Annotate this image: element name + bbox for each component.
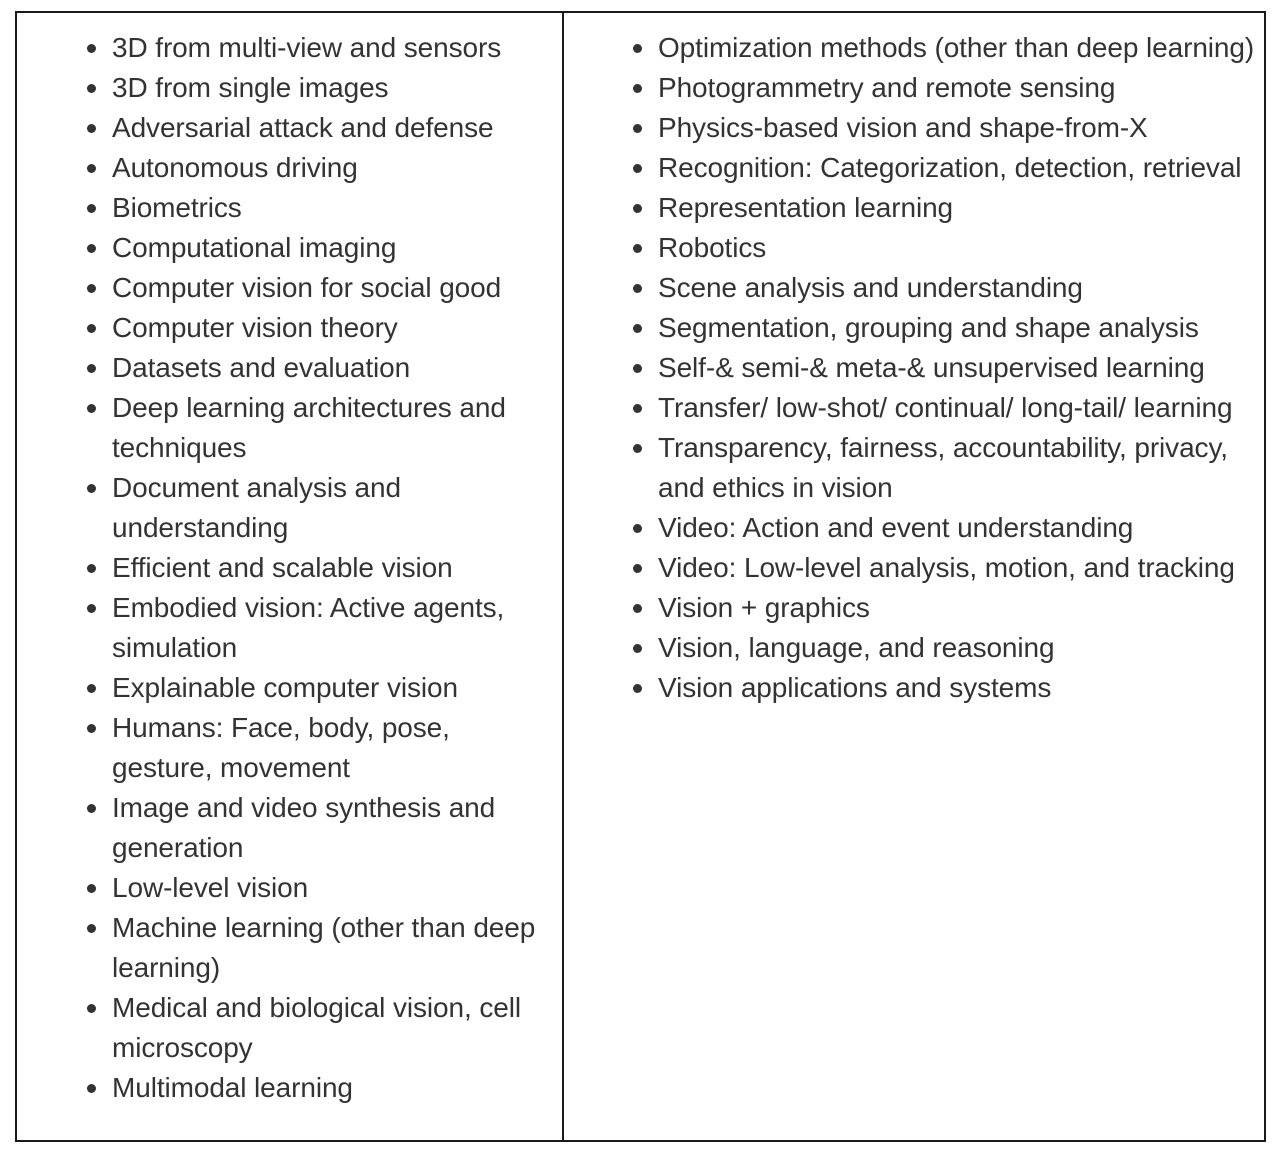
bullet-icon: [87, 204, 96, 213]
list-item: [17, 228, 562, 268]
left-column-cell: [16, 12, 563, 1141]
list-item: [17, 348, 562, 388]
bullet-icon: [87, 124, 96, 133]
list-item: [564, 388, 1264, 428]
topic-label: Deep learning architectures and techniques: [112, 392, 506, 463]
topic-label: 3D from single images: [112, 72, 389, 103]
bullet-icon: [87, 684, 96, 693]
topic-label: Autonomous driving: [112, 152, 358, 183]
bullet-icon: [87, 604, 96, 613]
topic-label: Computational imaging: [112, 232, 397, 263]
topic-label: Computer vision for social good: [112, 272, 502, 303]
list-item: [17, 308, 562, 348]
list-item: [564, 548, 1264, 588]
bullet-icon: [87, 404, 96, 413]
topic-label: Optimization methods (other than deep learning): [658, 32, 1255, 63]
bullet-icon: [633, 244, 642, 253]
topic-label: Physics-based vision and shape-from-X: [658, 112, 1148, 143]
bullet-icon: [633, 44, 642, 53]
bullet-icon: [87, 1004, 96, 1013]
right-column-cell: [563, 12, 1265, 1141]
bullet-icon: [87, 924, 96, 933]
bullet-icon: [633, 164, 642, 173]
list-item: [17, 388, 562, 468]
bullet-icon: [87, 324, 96, 333]
list-item: [17, 668, 562, 708]
topic-label: Vision applications and systems: [658, 672, 1052, 703]
topic-label: Datasets and evaluation: [112, 352, 411, 383]
topics-table: [15, 11, 1266, 1142]
list-item: [17, 68, 562, 108]
topic-label: Low-level vision: [112, 872, 309, 903]
bullet-icon: [633, 564, 642, 573]
bullet-icon: [87, 84, 96, 93]
list-item: [17, 708, 562, 788]
topic-label: Transparency, fairness, accountability, privacy, and ethics in vision: [658, 432, 1228, 503]
topic-label: 3D from multi-view and sensors: [112, 32, 502, 63]
list-item: [17, 468, 562, 548]
bullet-icon: [633, 204, 642, 213]
bullet-icon: [87, 1084, 96, 1093]
list-item: [564, 268, 1264, 308]
bullet-icon: [87, 484, 96, 493]
bullet-icon: [87, 244, 96, 253]
topic-label: Robotics: [658, 232, 767, 263]
bullet-icon: [633, 364, 642, 373]
bullet-icon: [87, 364, 96, 373]
list-item: [564, 628, 1264, 668]
topic-label: Efficient and scalable vision: [112, 552, 453, 583]
topic-label: Recognition: Categorization, detection, retrieval: [658, 152, 1242, 183]
list-item: [17, 908, 562, 988]
bullet-icon: [633, 84, 642, 93]
topic-label: Biometrics: [112, 192, 242, 223]
list-item: [17, 588, 562, 668]
topic-label: Representation learning: [658, 192, 954, 223]
bullet-icon: [87, 884, 96, 893]
list-item: [17, 988, 562, 1068]
bullet-icon: [633, 324, 642, 333]
topic-label: Medical and biological vision, cell microscopy: [112, 992, 521, 1063]
list-item: [17, 28, 562, 68]
topic-label: Scene analysis and understanding: [658, 272, 1083, 303]
list-item: [17, 188, 562, 228]
topic-label: Segmentation, grouping and shape analysis: [658, 312, 1199, 343]
bullet-icon: [633, 644, 642, 653]
bullet-icon: [87, 724, 96, 733]
topic-label: Vision, language, and reasoning: [658, 632, 1055, 663]
topic-label: Video: Action and event understanding: [658, 512, 1134, 543]
list-item: [564, 28, 1264, 68]
list-item: [17, 868, 562, 908]
list-item: [564, 428, 1264, 508]
bullet-icon: [633, 124, 642, 133]
list-item: [564, 588, 1264, 628]
bullet-icon: [633, 404, 642, 413]
list-item: [17, 268, 562, 308]
topic-label: Explainable computer vision: [112, 672, 458, 703]
list-item: [17, 788, 562, 868]
topic-label: Transfer/ low-shot/ continual/ long-tail/ learning: [658, 392, 1233, 423]
topic-label: Computer vision theory: [112, 312, 398, 343]
bullet-icon: [87, 284, 96, 293]
list-item: [564, 228, 1264, 268]
topic-label: Multimodal learning: [112, 1072, 353, 1103]
bullet-icon: [87, 164, 96, 173]
bullet-icon: [87, 44, 96, 53]
topic-label: Embodied vision: Active agents, simulation: [112, 592, 505, 663]
list-item: [564, 508, 1264, 548]
bullet-icon: [633, 284, 642, 293]
bullet-icon: [633, 684, 642, 693]
list-item: [564, 308, 1264, 348]
list-item: [564, 108, 1264, 148]
topic-label: Humans: Face, body, pose, gesture, movement: [112, 712, 450, 783]
topic-label: Machine learning (other than deep learning): [112, 912, 536, 983]
bullet-icon: [633, 604, 642, 613]
bullet-icon: [87, 804, 96, 813]
topic-label: Self-& semi-& meta-& unsupervised learning: [658, 352, 1205, 383]
topic-label: Image and video synthesis and generation: [112, 792, 496, 863]
list-item: [564, 148, 1264, 188]
topic-label: Document analysis and understanding: [112, 472, 401, 543]
list-item: [564, 68, 1264, 108]
bullet-icon: [633, 524, 642, 533]
topic-label: Vision + graphics: [658, 592, 870, 623]
list-item: [564, 668, 1264, 708]
list-item: [17, 1068, 562, 1108]
topic-label: Photogrammetry and remote sensing: [658, 72, 1116, 103]
list-item: [17, 108, 562, 148]
list-item: [564, 188, 1264, 228]
bullet-icon: [87, 564, 96, 573]
list-item: [17, 148, 562, 188]
topic-label: Adversarial attack and defense: [112, 112, 494, 143]
topic-label: Video: Low-level analysis, motion, and tracking: [658, 552, 1235, 583]
left-topic-list: [17, 13, 562, 1108]
right-topic-list: [564, 13, 1264, 708]
list-item: [564, 348, 1264, 388]
bullet-icon: [633, 444, 642, 453]
topics-table-row: [16, 12, 1265, 1141]
list-item: [17, 548, 562, 588]
